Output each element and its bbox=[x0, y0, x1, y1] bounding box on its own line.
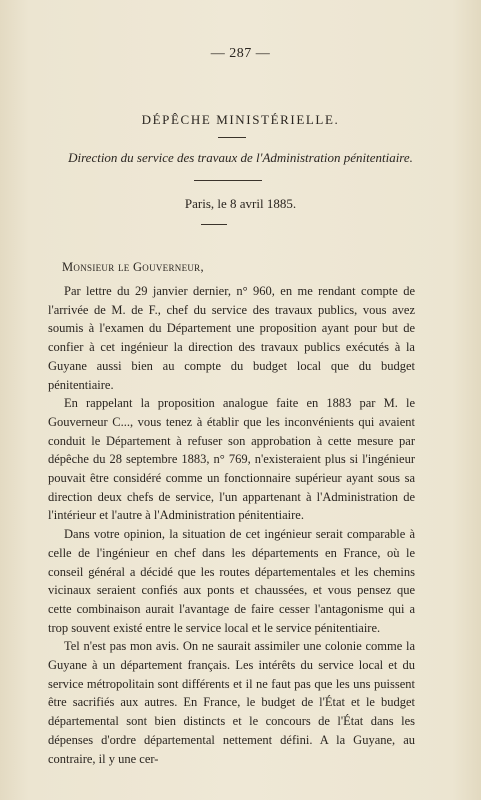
title-divider bbox=[218, 137, 246, 138]
paragraph: Par lettre du 29 janvier dernier, n° 960, en me rendant compte de l'arrivée de M. de F., chef du service des travaux publics, vous avez soumis à l'examen du Département une proposition ayant pour but de confier à cet ingénieur la direction des travaux publics exécutés à la Guyane aussi bien au compte du budget local que du budget pénitentiaire. bbox=[48, 284, 415, 392]
document-title: DÉPÊCHE MINISTÉRIELLE. bbox=[141, 112, 340, 127]
salutation: Monsieur le Gouverneur, bbox=[62, 260, 204, 274]
dateline-divider bbox=[201, 224, 227, 225]
dateline: Paris, le 8 avril 1885. bbox=[184, 196, 297, 211]
page-number: — 287 — bbox=[210, 46, 271, 61]
paragraph: En rappelant la proposition analogue faite en 1883 par M. le Gouverneur C..., vous tenez à établir que les inconvénients qui avaient conduit le Département à refuser son approbation à cette mesure par dépêche du 28 septembre 1883, n° 769, n'existeraient plus si l'ingénieur pouvait être considéré comme un fonctionnaire supérieur ayant sous sa direction deux chefs de service, l'un appartenant à l'Administration de l'intérieur et l'autre à l'Administration pénitentiaire. bbox=[48, 396, 415, 523]
document-subtitle: Direction du service des travaux de l'Administration pénitentiaire. bbox=[68, 150, 413, 165]
subtitle-divider bbox=[194, 180, 262, 181]
paragraph: Dans votre opinion, la situation de cet ingénieur serait comparable à celle de l'ingénieur en chef dans les départements en France, où le conseil général a décidé que les routes départementales et les chemins vicinaux seraient confiés aux ponts et chaussées, et vous pensez que cette combinaison aurait l'avantage de faire cesser l'antagonisme qui a trop souvent existé entre le service local et le service pénitentiaire. bbox=[48, 527, 415, 635]
letter-body bbox=[48, 282, 415, 768]
paragraph: Tel n'est pas mon avis. On ne saurait assimiler une colonie comme la Guyane à un département français. Les intérêts du service local et du service métropolitain sont différents et il ne faut pas que les uns puissent être sacrifiés aux autres. En France, le budget de l'État et le budget départemental sont bien distincts et le concours de l'État dans les dépenses d'ordre départemental nettement défini. A la Guyane, au contraire, il y une cer- bbox=[48, 639, 415, 766]
